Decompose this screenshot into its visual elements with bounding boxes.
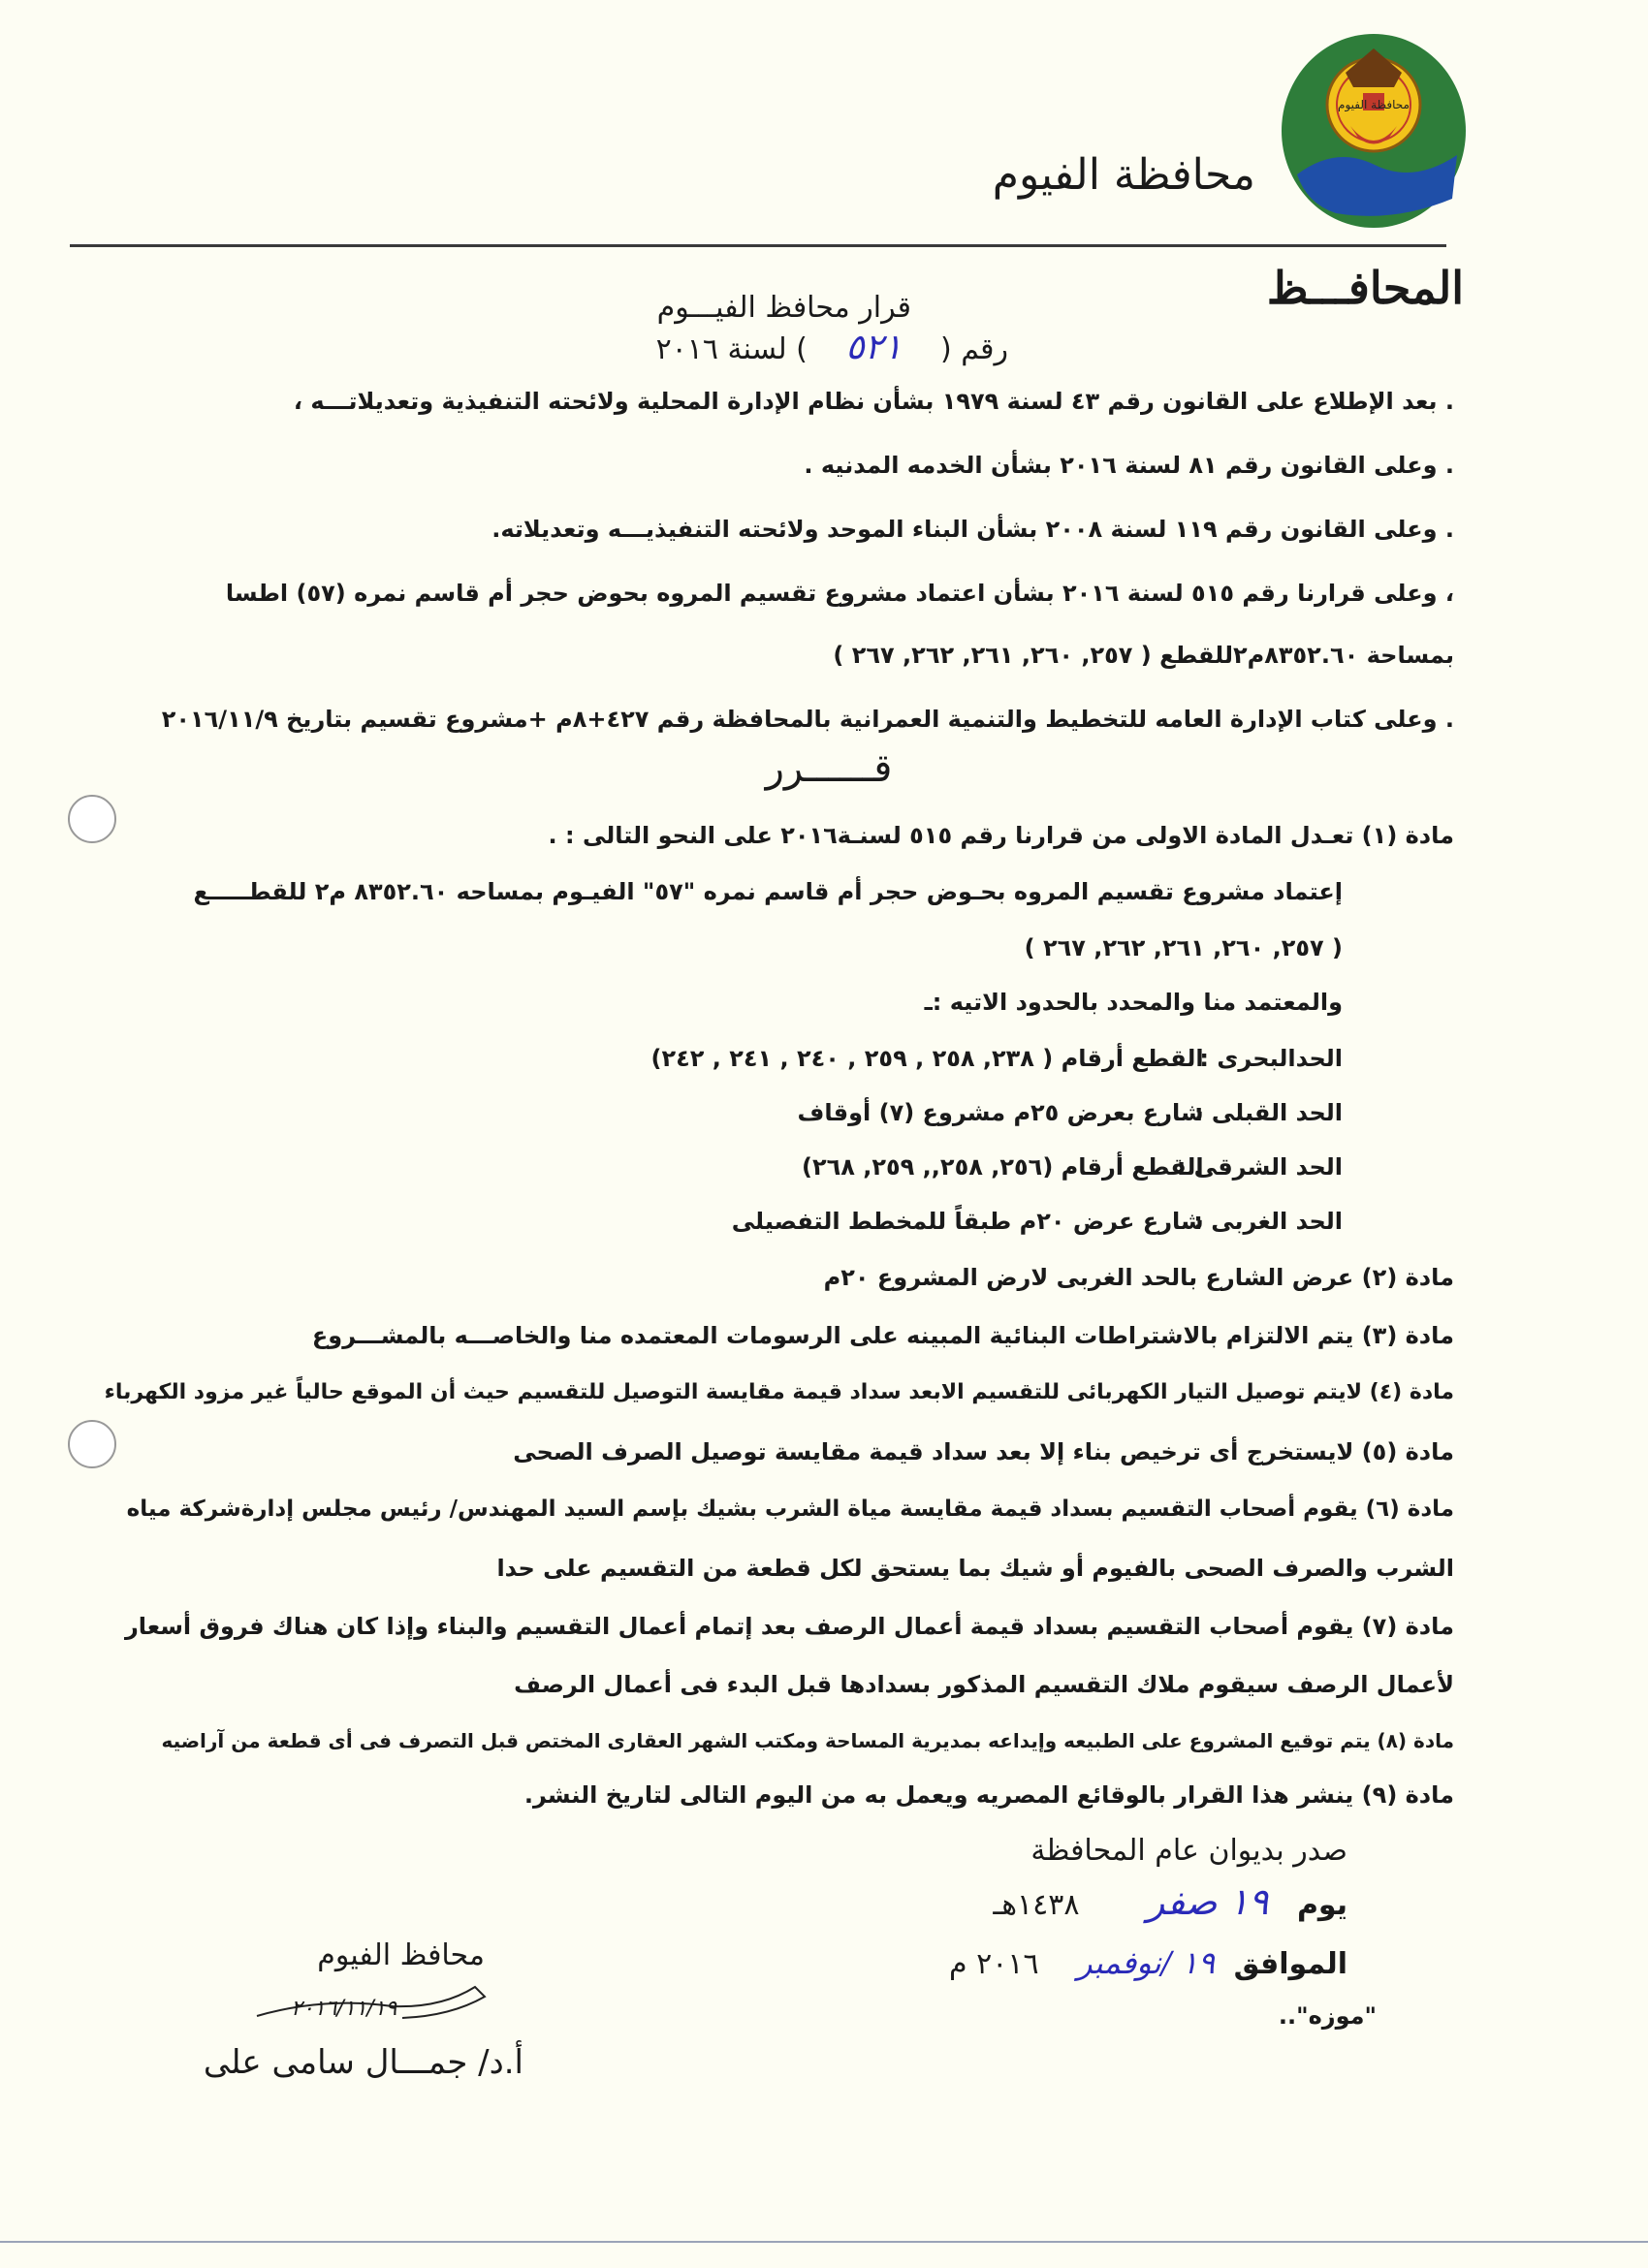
- border-south-value: شارع بعرض ٢٥م مشروع (٧) أوقاف: [797, 1099, 1204, 1126]
- fayoum-emblem-logo: [1278, 29, 1470, 233]
- article-8: مادة (٨) يتم توقيع المشروع على الطبيعه وإيداعه بمديرية المساحة ومكتب الشهر العقارى المختص قبل التصرف فى أى قطعة من آراضيه: [161, 1729, 1454, 1752]
- signatory-name: أ.د/ جمـــال سامى على: [203, 2043, 523, 2082]
- page-edge-line: [0, 2241, 1648, 2243]
- border-east: [802, 1153, 1343, 1181]
- border-east-label: الحد الشرقى :: [1176, 1153, 1343, 1181]
- logo-text: محافظة الفيوم: [1338, 98, 1410, 111]
- border-north-label: الحدالبحرى :: [1199, 1045, 1343, 1072]
- header-divider: [70, 244, 1446, 247]
- article-6: مادة (٦) يقوم أصحاب التقسيم بسداد قيمة مقايسة مياة الشرب بشيك بإسم السيد المهندس/ رئيس مجلس إدارةشركة مياه: [126, 1496, 1454, 1522]
- decree-year: ) لسنة ٢٠١٦: [655, 332, 808, 366]
- issued-greg-row: [949, 1944, 1347, 1981]
- article-9: مادة (٩) ينشر هذا القرار بالوقائع المصريه ويعمل به من اليوم التالى لتاريخ النشر.: [523, 1781, 1454, 1809]
- border-north: [650, 1045, 1343, 1072]
- punch-hole-bottom: [68, 1420, 116, 1468]
- decree-title: قرار محافظ الفيـــوم: [656, 291, 911, 325]
- signature-title: محافظ الفيوم: [317, 1938, 485, 1972]
- border-north-value: القطع أرقام ( ٢٣٨, ٢٥٨ , ٢٥٩ , ٢٤٠ , ٢٤١ , ٢٤٢): [650, 1045, 1204, 1072]
- recital-4: ، وعلى قرارنا رقم ٥١٥ لسنة ٢٠١٦ بشأن اعتماد مشروع تقسيم المروه بحوض حجر أم قاسم نمره (٥٧) اطسا: [225, 580, 1454, 607]
- issued-note: "موزه"..: [1278, 2002, 1377, 2030]
- recital-5: . وعلى كتاب الإدارة العامه للتخطيط والتنمية العمرانية بالمحافظة رقم ٤٢٧+٨م +مشروع تقسيم بتاريخ ٢٠١٦/١١/٩: [161, 706, 1454, 733]
- punch-hole-top: [68, 795, 116, 843]
- article-7: مادة (٧) يقوم أصحاب التقسيم بسداد قيمة أعمال الرصف بعد إتمام أعمال التقسيم والبناء وإذا كان هناك فروق أسعار: [124, 1613, 1454, 1640]
- governorate-name: محافظة الفيوم: [992, 150, 1255, 200]
- decision-heading: قــــــرر: [765, 746, 893, 791]
- decree-number-label: رقم (: [939, 332, 1008, 366]
- article-2: مادة (٢) عرض الشارع بالحد الغربى لارض المشروع ٢٠م: [823, 1264, 1454, 1291]
- governor-title: المحافـــظ: [1266, 262, 1464, 314]
- issued-greg-label: الموافق: [1233, 1947, 1347, 1981]
- recital-1: . بعد الإطلاع على القانون رقم ٤٣ لسنة ١٩٧٩ بشأن نظام الإدارة المحلية ولائحته التنفيذية وتعديلاتـــه ،: [293, 388, 1454, 415]
- article-4: مادة (٤) لايتم توصيل التيار الكهربائى للتقسيم الابعد سداد قيمة مقايسة التوصيل للتقسيم حيث أن الموقع حالياً غير مزود الكهرباء: [104, 1380, 1454, 1404]
- issued-greg-year: ٢٠١٦ م: [949, 1947, 1039, 1981]
- article-1-line-1: إعتماد مشروع تقسيم المروه بحـوض حجر أم قاسم نمره "٥٧" الفيـوم بمساحه ٨٣٥٢.٦٠ م٢ للقطـــــع: [193, 878, 1343, 905]
- border-west: [732, 1208, 1343, 1235]
- article-1-line-2: ( ٢٥٧, ٢٦٠, ٢٦١, ٢٦٢, ٢٦٧ ): [1024, 934, 1343, 961]
- issued-day-label: يوم: [1296, 1888, 1347, 1922]
- article-7-cont: لأعمال الرصف سيقوم ملاك التقسيم المذكور بسدادها قبل البدء فى أعمال الرصف: [514, 1671, 1454, 1698]
- recital-2: . وعلى القانون رقم ٨١ لسنة ٢٠١٦ بشأن الخدمه المدنيه .: [804, 452, 1454, 479]
- issued-hijri-row: [993, 1880, 1347, 1923]
- article-5: مادة (٥) لايستخرج أى ترخيص بناء إلا بعد سداد قيمة مقايسة توصيل الصرف الصحى: [513, 1438, 1454, 1465]
- issued-hijri-year: ١٤٣٨هـ: [993, 1888, 1080, 1922]
- issued-hijri-handwritten: ١٩ صفر: [1147, 1880, 1269, 1923]
- article-1-line-3: والمعتمد منا والمحدد بالحدود الاتيه :ـ: [924, 989, 1343, 1016]
- border-east-value: القطع أرقام (٢٥٦, ٢٥٨,, ٢٥٩, ٢٦٨): [801, 1153, 1204, 1181]
- border-south-label: الحد القبلى :: [1193, 1099, 1343, 1126]
- border-south: [798, 1099, 1344, 1126]
- issued-greg-handwritten: ١٩ /نوفمبر: [1077, 1944, 1216, 1981]
- article-6-cont: الشرب والصرف الصحى بالفيوم أو شيك بما يستحق لكل قطعة من التقسيم على حدا: [496, 1555, 1454, 1582]
- decree-number-row: [553, 328, 1008, 367]
- issued-line: صدر بديوان عام المحافظة: [1030, 1834, 1347, 1868]
- border-west-label: الحد الغربى :: [1193, 1208, 1343, 1235]
- recital-3: . وعلى القانون رقم ١١٩ لسنة ٢٠٠٨ بشأن البناء الموحد ولائحته التنفيذيـــه وتعديلاته.: [491, 516, 1454, 543]
- article-1-heading: مادة (١) تعـدل المادة الاولى من قرارنا رقم ٥١٥ لسنـة٢٠١٦ على النحو التالى : .: [548, 822, 1454, 849]
- recital-4-cont: بمساحة ٨٣٥٢.٦٠م٢للقطع ( ٢٥٧, ٢٦٠, ٢٦١, ٢٦٢, ٢٦٧ ): [833, 642, 1454, 669]
- border-west-value: شارع عرض ٢٠م طبقاً للمخطط التفصيلى: [731, 1208, 1204, 1235]
- article-3: مادة (٣) يتم الالتزام بالاشتراطات البنائية المبينه على الرسومات المعتمده منا والخاصـــه بالمشـــروع: [311, 1322, 1454, 1349]
- signature-date: ٢٠١٦/١١/١٩: [291, 1997, 397, 2021]
- decree-number-handwritten: ٥٢١: [845, 328, 903, 367]
